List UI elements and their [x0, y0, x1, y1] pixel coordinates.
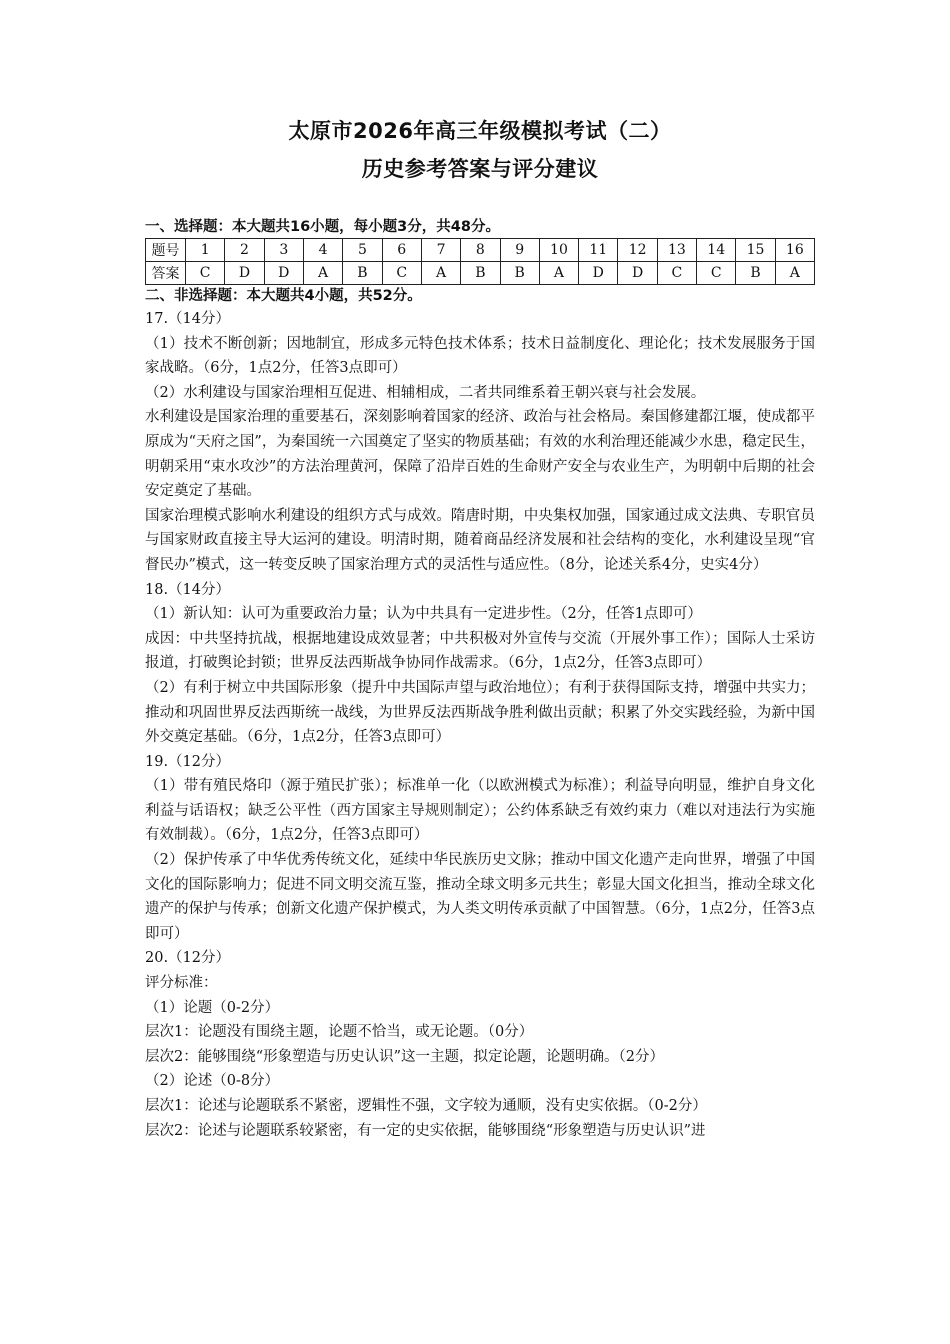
- question-number-cell: 11: [579, 239, 618, 262]
- title-spacer: [145, 188, 815, 216]
- body-paragraph: 层次2：能够围绕“形象塑造与历史认识”这一主题，拟定论题，论题明确。（2分）: [145, 1048, 665, 1065]
- question-number-cell: 1: [186, 239, 225, 262]
- question-number-cell: 16: [775, 239, 814, 262]
- answer-row: [146, 262, 815, 285]
- question-number-cell: 14: [697, 239, 736, 262]
- question-number-cell: 4: [303, 239, 342, 262]
- answer-table: [145, 238, 815, 285]
- body-paragraph: 18.（14分）: [145, 581, 231, 598]
- question-number-cell: 15: [736, 239, 775, 262]
- answer-cell: B: [500, 262, 539, 285]
- question-number-row: [146, 239, 815, 262]
- answer-cell: C: [657, 262, 696, 285]
- document-subtitle: 历史参考答案与评分建议: [361, 157, 599, 181]
- body-paragraph: 评分标准：: [145, 975, 218, 992]
- row-label-answer: 答案: [146, 262, 186, 285]
- question-number-cell: 12: [618, 239, 657, 262]
- answer-cell: C: [382, 262, 421, 285]
- body-paragraph: 层次2：论述与论题联系较紧密，有一定的史实依据，能够围绕“形象塑造与历史认识”进: [145, 1122, 706, 1139]
- section2-body: [145, 307, 815, 1143]
- answer-cell: A: [775, 262, 814, 285]
- question-number-cell: 3: [264, 239, 303, 262]
- body-paragraph: （2）论述（0-8分）: [145, 1073, 280, 1090]
- answer-cell: D: [618, 262, 657, 285]
- body-paragraph: （2）有利于树立中共国际形象（提升中共国际声望与政治地位）；有利于获得国际支持，增强中共实力；推动和巩固世界反法西斯统一战线，为世界反法西斯战争胜利做出贡献；积累了外交实践经验，为新中国外交奠定基础。（6分，1点2分，任答3点即可）: [145, 679, 815, 746]
- answer-cell: A: [539, 262, 578, 285]
- answer-cell: D: [579, 262, 618, 285]
- answer-cell: B: [736, 262, 775, 285]
- question-number-cell: 8: [461, 239, 500, 262]
- body-paragraph: 国家治理模式影响水利建设的组织方式与成效。隋唐时期，中央集权加强，国家通过成文法典、专职官员与国家财政直接主导大运河的建设。明清时期，随着商品经济发展和社会结构的变化，水利建设呈现“官督民办”模式，这一转变反映了国家治理方式的灵活性与适应性。（8分，论述关系4分，史实4分）: [145, 507, 815, 573]
- question-number-cell: 7: [421, 239, 460, 262]
- answer-key-page: [145, 112, 815, 1143]
- answer-cell: D: [264, 262, 303, 285]
- question-number-cell: 5: [343, 239, 382, 262]
- body-paragraph: 20.（12分）: [145, 950, 231, 967]
- question-number-cell: 2: [225, 239, 264, 262]
- body-paragraph: 19.（12分）: [145, 753, 231, 770]
- body-paragraph: （1）新认知：认可为重要政治力量；认为中共具有一定进步性。（2分，任答1点即可）: [145, 606, 702, 623]
- body-paragraph: （1）论题（0-2分）: [145, 999, 280, 1016]
- body-paragraph: 17.（14分）: [145, 311, 231, 327]
- body-paragraph: 水利建设是国家治理的重要基石，深刻影响着国家的经济、政治与社会格局。秦国修建都江堰，使成都平原成为“天府之国”，为秦国统一六国奠定了坚实的物质基础；有效的水利治理还能减少水患，稳定民生，明朝采用“束水攻沙”的方法治理黄河，保障了沿岸百姓的生命财产安全与农业生产，为明朝中后期的社会安定奠定了基础。: [145, 409, 815, 500]
- body-paragraph: （1）技术不断创新；因地制宜，形成多元特色技术体系；技术日益制度化、理论化；技术发展服务于国家战略。（6分，1点2分，任答3点即可）: [145, 335, 815, 377]
- body-paragraph: （1）带有殖民烙印（源于殖民扩张）；标准单一化（以欧洲模式为标准）；利益导向明显，维护自身文化利益与话语权；缺乏公平性（西方国家主导规则制定）；公约体系缺乏有效约束力（难以对违法行为实施有效制裁）。（6分，1点2分，任答3点即可）: [145, 778, 815, 844]
- body-paragraph: 层次1：论述与论题联系不紧密，逻辑性不强，文字较为通顺，没有史实依据。（0-2分）: [145, 1098, 707, 1114]
- question-number-cell: 13: [657, 239, 696, 262]
- row-label-number: 题号: [146, 239, 186, 262]
- answer-cell: A: [303, 262, 342, 285]
- body-paragraph: 层次1：论题没有围绕主题，论题不恰当，或无论题。（0分）: [145, 1024, 534, 1041]
- question-number-cell: 9: [500, 239, 539, 262]
- document-title: 太原市2026年高三年级模拟考试（二）: [288, 119, 672, 143]
- answer-cell: B: [343, 262, 382, 285]
- answer-cell: B: [461, 262, 500, 285]
- answer-cell: C: [186, 262, 225, 285]
- question-number-cell: 10: [539, 239, 578, 262]
- answer-cell: D: [225, 262, 264, 285]
- section2-heading: 二、非选择题：本大题共4小题，共52分。: [145, 288, 422, 304]
- body-paragraph: （2）保护传承了中华优秀传统文化，延续中华民族历史文脉；推动中国文化遗产走向世界，增强了中国文化的国际影响力；促进不同文明交流互鉴，推动全球文明多元共生；彰显大国文化担当，推动全球文化遗产的保护与传承；创新文化遗产保护模式，为人类文明传承贡献了中国智慧。（6分，1点2分，任答3点即可）: [145, 852, 815, 942]
- body-paragraph: 成因：中共坚持抗战，根据地建设成效显著；中共积极对外宣传与交流（开展外事工作）；国际人士采访报道，打破舆论封锁；世界反法西斯战争协同作战需求。（6分，1点2分，任答3点即可）: [145, 630, 815, 672]
- answer-cell: C: [697, 262, 736, 285]
- answer-cell: A: [421, 262, 460, 285]
- section1-heading: 一、选择题：本大题共16小题，每小题3分，共48分。: [145, 219, 500, 235]
- body-paragraph: （2）水利建设与国家治理相互促进、相辅相成，二者共同维系着王朝兴衰与社会发展。: [145, 384, 706, 401]
- question-number-cell: 6: [382, 239, 421, 262]
